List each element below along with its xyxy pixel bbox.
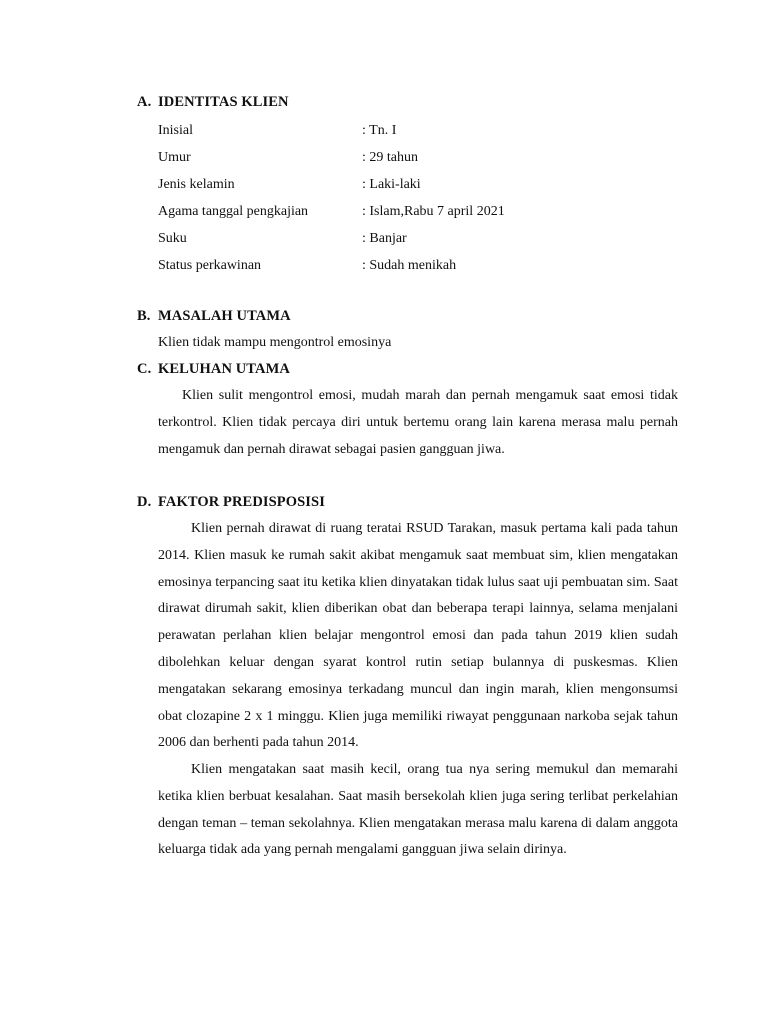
section-d-paragraph-1 — [158, 516, 678, 757]
identity-row — [158, 198, 662, 225]
identity-value: : 29 tahun — [362, 149, 418, 165]
identity-label: Suku — [158, 230, 187, 246]
section-d-text-1: Klien pernah dirawat di ruang teratai RSUD Tarakan, masuk pertama kali pada tahun 2014. Klien masuk ke rumah sakit akibat mengamuk saat membuat sim, klien mengatakan emosinya terpancing saat itu ketika klien dinyatakan tidak lulus saat uji pembuatan sim. Saat dirawat dirumah sakit, klien diberikan obat dan beberapa terapi lainnya, selama menjalani perawatan perlahan klien belajar mengontrol emosi dan pada tahun 2019 klien sudah dibolehkan keluar dengan syarat kontrol rutin setiap bulannya di puskesmas. Klien mengatakan sekarang emosinya terkadang muncul dan ingin marah, klien mengonsumsi obat clozapine 2 x 1 minggu. Klien juga memiliki riwayat penggunaan narkoba sejak tahun 2006 dan berhenti pada tahun 2014. — [158, 521, 678, 751]
section-a-title: IDENTITAS KLIEN — [158, 94, 289, 110]
identity-row — [158, 252, 662, 279]
section-d-heading — [137, 494, 325, 511]
section-d-title: FAKTOR PREDISPOSISI — [158, 494, 325, 510]
identity-label: Status perkawinan — [158, 257, 262, 273]
identity-row — [158, 144, 662, 171]
section-c-heading — [137, 361, 290, 378]
identity-label: Inisial — [158, 122, 193, 138]
section-c-text: Klien sulit mengontrol emosi, mudah marah dan pernah mengamuk saat emosi tidak terkontrol. Klien tidak percaya diri untuk bertemu orang lain karena merasa malu pernah mengamuk dan pernah dirawat sebagai pasien gangguan jiwa. — [158, 388, 678, 457]
identity-row — [158, 171, 662, 198]
identity-value: : Tn. I — [362, 122, 397, 138]
section-c-letter: C. — [137, 361, 152, 377]
identity-value: : Laki-laki — [362, 176, 421, 192]
section-c-title: KELUHAN UTAMA — [158, 361, 290, 377]
section-a-heading — [137, 94, 289, 111]
identity-value: : Banjar — [362, 230, 407, 246]
identity-label: Agama tanggal pengkajian — [158, 203, 309, 219]
section-b-heading — [137, 308, 291, 325]
section-b-text: Klien tidak mampu mengontrol emosinya — [158, 335, 392, 350]
section-d-text-2: Klien mengatakan saat masih kecil, orang tua nya sering memukul dan memarahi ketika klien berbuat kesalahan. Saat masih bersekolah klien juga sering terlibat perkelahian dengan teman – teman sekolahnya. Klien mengatakan merasa malu karena di dalam anggota keluarga tidak ada yang pernah mengalami gangguan jiwa selain dirinya. — [158, 762, 678, 858]
identity-row — [158, 225, 662, 252]
section-c-paragraph — [158, 383, 678, 463]
section-d-paragraph-2 — [158, 757, 678, 864]
section-d-letter: D. — [137, 494, 152, 510]
section-b-letter: B. — [137, 308, 151, 324]
section-a-letter: A. — [137, 94, 152, 110]
identity-table — [158, 117, 662, 279]
identity-row — [158, 117, 662, 144]
identity-value: : Islam,Rabu 7 april 2021 — [362, 203, 505, 219]
identity-label: Umur — [158, 149, 191, 165]
identity-value: : Sudah menikah — [362, 257, 457, 273]
section-b-title: MASALAH UTAMA — [158, 308, 291, 324]
identity-label: Jenis kelamin — [158, 176, 235, 192]
